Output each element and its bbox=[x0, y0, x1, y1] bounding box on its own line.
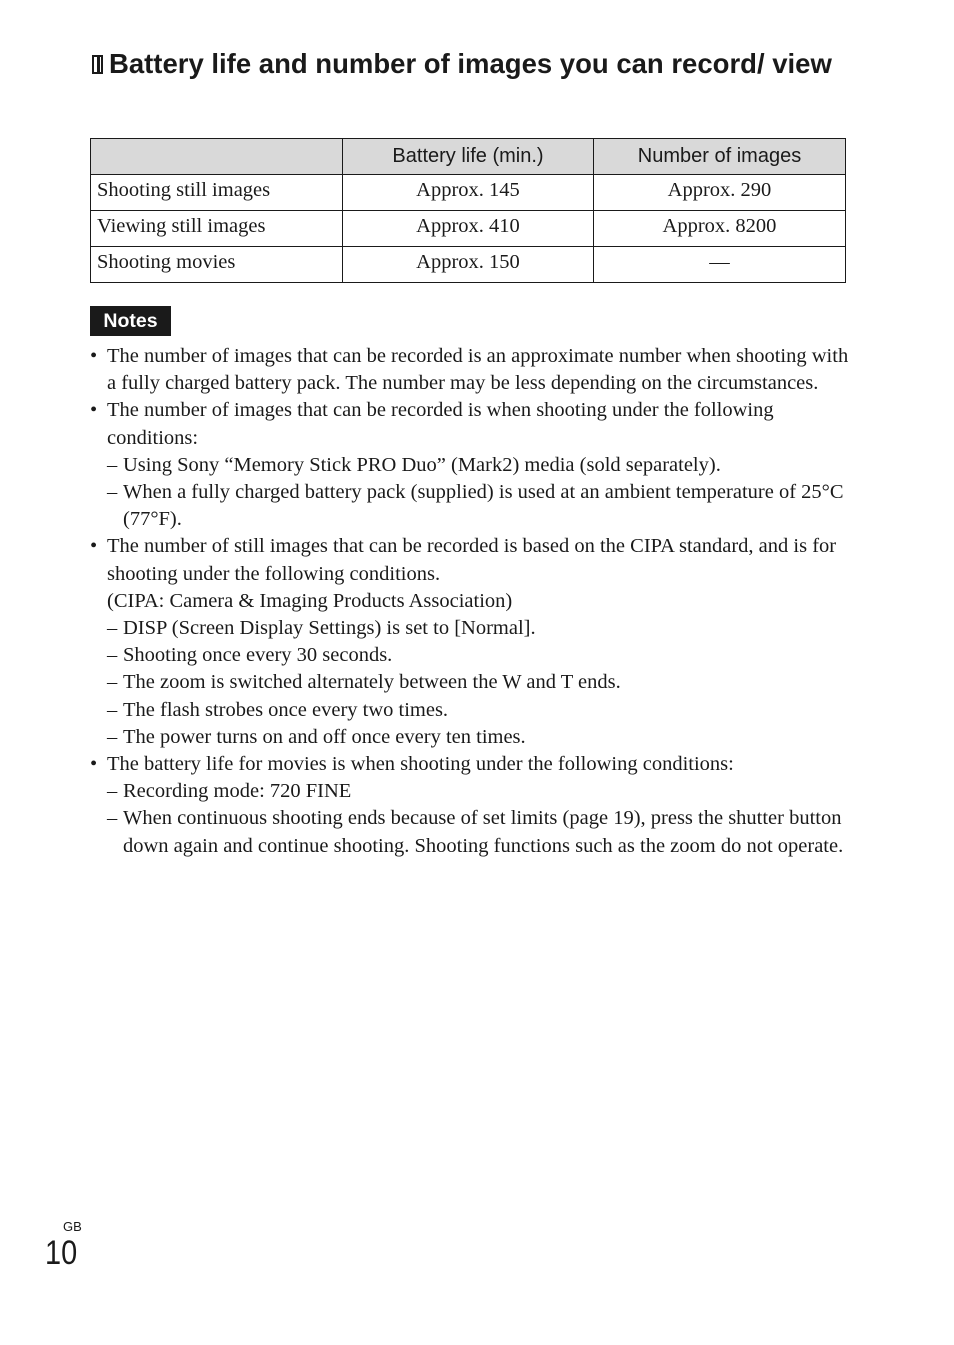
bullet-icon: • bbox=[90, 753, 98, 776]
battery-life-value: Approx. 410 bbox=[343, 211, 594, 247]
row-label: Shooting movies bbox=[91, 247, 343, 283]
table-header-number-of-images: Number of images bbox=[594, 139, 846, 175]
sub-item-text: The power turns on and off once every ten times. bbox=[123, 725, 526, 748]
battery-life-value: Approx. 145 bbox=[343, 175, 594, 211]
note-text: The battery life for movies is when shooting under the following conditions: bbox=[107, 753, 734, 776]
section-heading bbox=[92, 48, 832, 80]
number-of-images-value: Approx. 290 bbox=[594, 175, 846, 211]
page-number: 10 bbox=[45, 1234, 78, 1272]
section-marker-icon bbox=[92, 55, 103, 74]
sub-item bbox=[107, 805, 850, 859]
row-label: Viewing still images bbox=[91, 211, 343, 247]
row-label: Shooting still images bbox=[91, 175, 343, 211]
battery-life-table bbox=[90, 138, 846, 283]
sub-item bbox=[107, 615, 850, 642]
sub-item bbox=[107, 642, 850, 669]
note-text: The number of still images that can be recorded is based on the CIPA standard, and is for shooting under the following conditions. bbox=[107, 535, 837, 585]
number-of-images-value: — bbox=[594, 247, 846, 283]
sub-item-text: The flash strobes once every two times. bbox=[123, 698, 449, 721]
section-title: Battery life and number of images you can record/ view bbox=[109, 48, 832, 79]
table-row bbox=[91, 247, 846, 283]
dash-icon: – bbox=[107, 617, 118, 640]
dash-icon: – bbox=[107, 481, 118, 504]
bullet-icon: • bbox=[90, 345, 98, 367]
sub-item-text: Recording mode: 720 FINE bbox=[123, 780, 352, 803]
note-text: The number of images that can be recorded is an approximate number when shooting with a fully charged battery pack. The number may be less depending on the circumstances. bbox=[107, 345, 849, 395]
note-item bbox=[90, 343, 850, 397]
sub-item-text: DISP (Screen Display Settings) is set to [Normal]. bbox=[123, 617, 536, 640]
dash-icon: – bbox=[107, 725, 118, 748]
table-header-battery-life: Battery life (min.) bbox=[343, 139, 594, 175]
region-code: GB bbox=[63, 1219, 82, 1234]
sub-item bbox=[107, 479, 850, 533]
sub-item bbox=[107, 669, 850, 696]
number-of-images-value: Approx. 8200 bbox=[594, 211, 846, 247]
dash-icon: – bbox=[107, 644, 118, 667]
dash-icon: – bbox=[107, 671, 118, 694]
sub-item-text: The zoom is switched alternately between the W and T ends. bbox=[123, 671, 621, 694]
table-row bbox=[91, 211, 846, 247]
note-item bbox=[90, 397, 850, 533]
dash-icon: – bbox=[107, 453, 118, 476]
sub-item bbox=[107, 452, 850, 479]
sub-item bbox=[107, 778, 850, 805]
battery-life-value: Approx. 150 bbox=[343, 247, 594, 283]
notes-list bbox=[90, 343, 850, 860]
dash-icon: – bbox=[107, 807, 118, 830]
bullet-icon: • bbox=[90, 535, 98, 558]
sub-item-text: Using Sony “Memory Stick PRO Duo” (Mark2) media (sold separately). bbox=[123, 453, 721, 476]
bullet-icon: • bbox=[90, 399, 98, 422]
note-extra-text: (CIPA: Camera & Imaging Products Association) bbox=[107, 589, 513, 612]
sub-item-text: When a fully charged battery pack (supplied) is used at an ambient temperature of 25°C (77°F). bbox=[123, 481, 844, 531]
notes-badge: Notes bbox=[90, 306, 171, 336]
table-row bbox=[91, 175, 846, 211]
dash-icon: – bbox=[107, 698, 118, 721]
note-item bbox=[90, 751, 850, 860]
sub-item bbox=[107, 697, 850, 724]
table-header-row bbox=[91, 139, 846, 175]
sub-item bbox=[107, 724, 850, 751]
sub-item-text: Shooting once every 30 seconds. bbox=[123, 644, 393, 667]
dash-icon: – bbox=[107, 780, 118, 803]
note-item bbox=[90, 533, 850, 751]
note-text: The number of images that can be recorded is when shooting under the following conditions: bbox=[107, 399, 774, 449]
table-header-blank bbox=[91, 139, 343, 175]
sub-item-text: When continuous shooting ends because of set limits (page 19), press the shutter button down again and continue shooting. Shooting functions such as the zoom do not operate. bbox=[123, 807, 844, 857]
